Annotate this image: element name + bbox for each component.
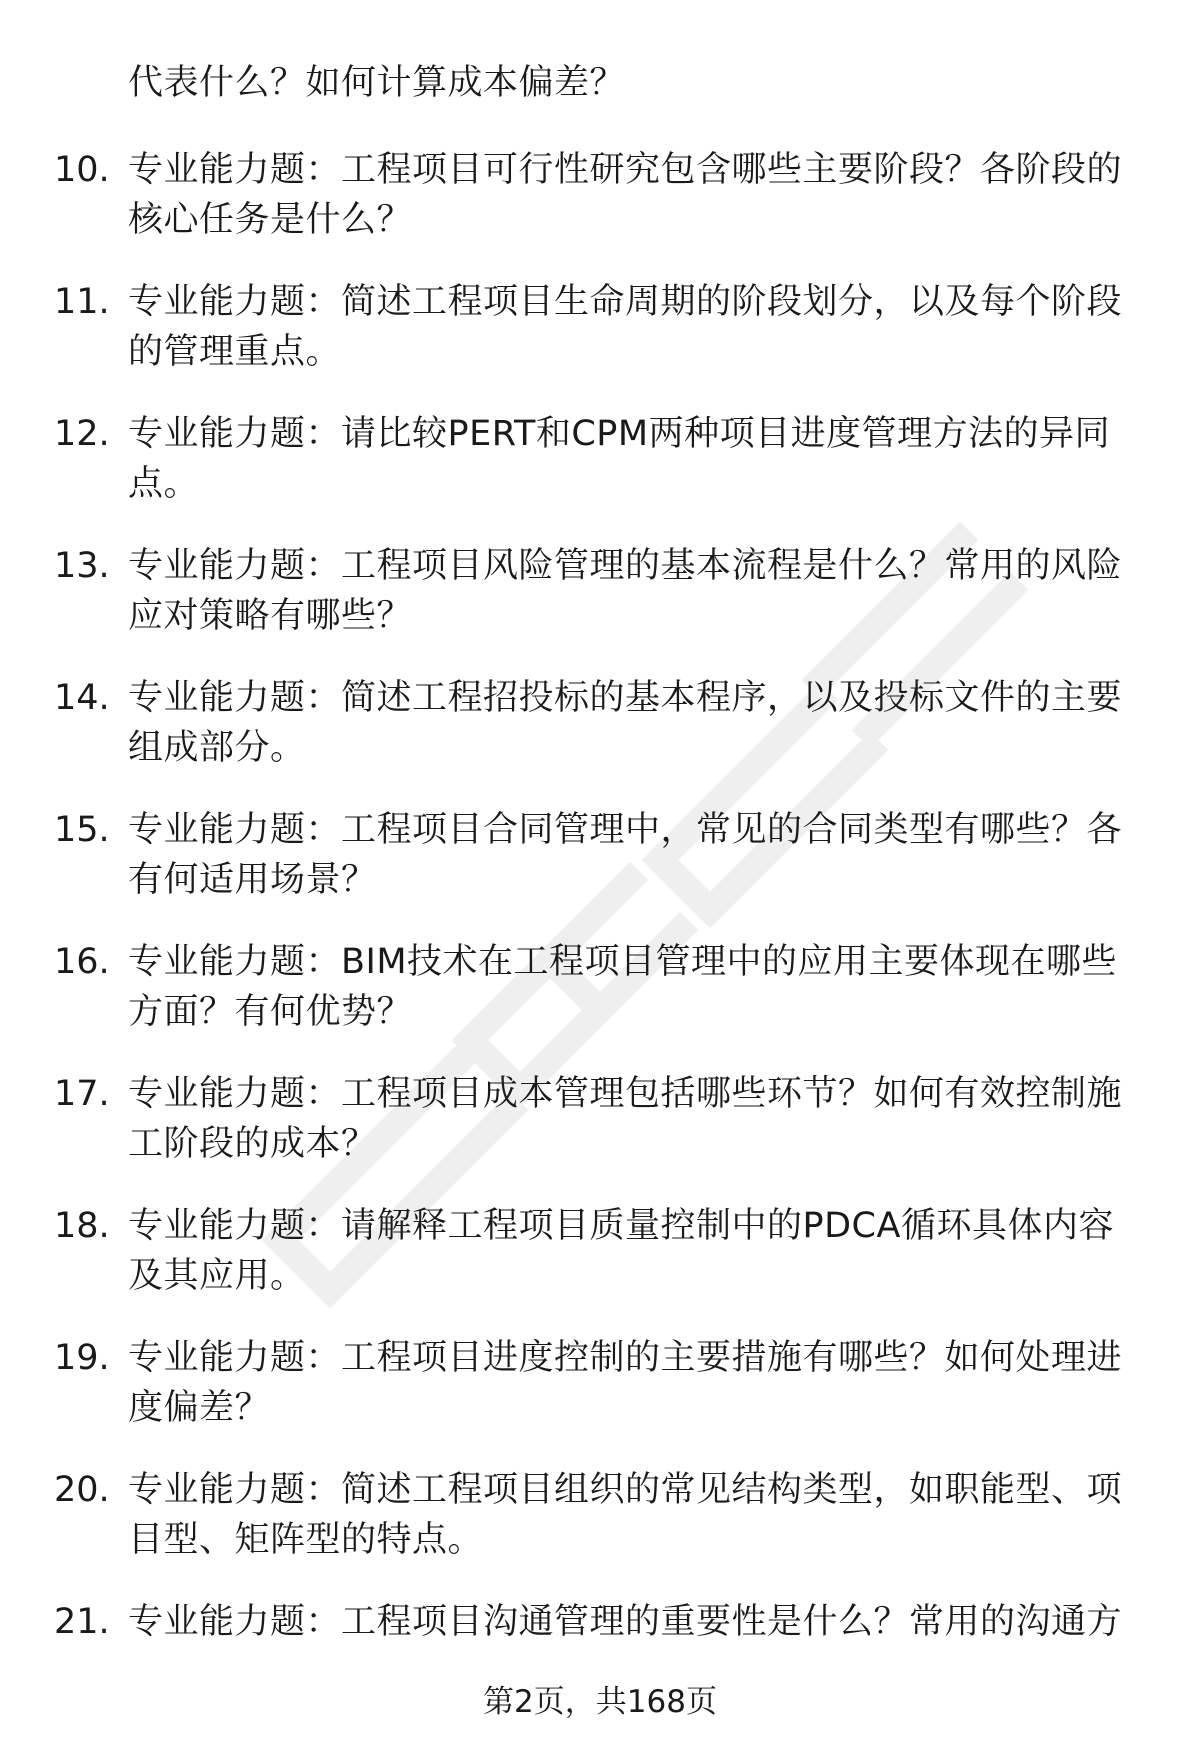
question-number: 17. [54, 1074, 110, 1114]
question-item [0, 673, 1200, 805]
question-item [0, 805, 1200, 937]
question-line: 专业能力题：工程项目沟通管理的重要性是什么？常用的沟通方 [128, 1602, 1123, 1642]
question-item [0, 145, 1200, 277]
question-number: 16. [54, 942, 110, 982]
question-line: 有何适用场景？ [128, 860, 377, 900]
question-item [0, 1333, 1200, 1465]
question-text [128, 541, 1148, 641]
question-line: 目型、矩阵型的特点。 [128, 1520, 484, 1560]
question-line: 专业能力题：简述工程项目生命周期的阶段划分，以及每个阶段 [128, 282, 1123, 322]
question-text [128, 277, 1148, 377]
question-text [128, 1201, 1148, 1301]
question-line: 及其应用。 [128, 1256, 306, 1296]
question-line: 专业能力题：工程项目进度控制的主要措施有哪些？如何处理进 [128, 1338, 1123, 1378]
question-text [128, 1465, 1148, 1565]
question-number: 18. [54, 1206, 110, 1246]
question-line: 专业能力题：工程项目合同管理中，常见的合同类型有哪些？各 [128, 810, 1123, 850]
question-text [128, 409, 1148, 509]
question-item [0, 937, 1200, 1069]
question-line: 专业能力题：工程项目风险管理的基本流程是什么？常用的风险 [128, 546, 1123, 586]
question-number: 19. [54, 1338, 110, 1378]
question-item [0, 541, 1200, 673]
question-item [0, 1069, 1200, 1201]
question-number: 13. [54, 546, 110, 586]
page-footer: 第2页，共168页 [483, 1684, 717, 1720]
question-item [0, 1465, 1200, 1597]
question-number: 11. [54, 282, 110, 322]
question-text [128, 145, 1148, 245]
question-item [0, 409, 1200, 541]
question-text [128, 805, 1148, 905]
question-line: 专业能力题：请比较PERT和CPM两种项目进度管理方法的异同 [128, 414, 1111, 454]
question-line: 的管理重点。 [128, 332, 342, 372]
question-number: 15. [54, 810, 110, 850]
question-item [0, 277, 1200, 409]
question-line: 专业能力题：BIM技术在工程项目管理中的应用主要体现在哪些 [128, 942, 1118, 982]
question-line: 核心任务是什么？ [128, 200, 413, 240]
question-line: 方面？有何优势？ [128, 992, 413, 1032]
continuation-line: 代表什么？如何计算成本偏差？ [128, 63, 626, 103]
question-line: 专业能力题：工程项目成本管理包括哪些环节？如何有效控制施 [128, 1074, 1123, 1114]
question-number: 21. [54, 1602, 110, 1642]
question-line: 组成部分。 [128, 728, 306, 768]
question-list [0, 145, 1200, 1729]
question-text [128, 673, 1148, 773]
question-number: 14. [54, 678, 110, 718]
question-line: 专业能力题：请解释工程项目质量控制中的PDCA循环具体内容 [128, 1206, 1114, 1246]
question-line: 应对策略有哪些？ [128, 596, 413, 636]
question-number: 12. [54, 414, 110, 454]
question-line: 工阶段的成本？ [128, 1124, 377, 1164]
question-line: 专业能力题：简述工程招投标的基本程序，以及投标文件的主要 [128, 678, 1123, 718]
question-text [128, 1597, 1148, 1647]
question-line: 度偏差？ [128, 1388, 271, 1428]
question-line: 专业能力题：简述工程项目组织的常见结构类型，如职能型、项 [128, 1470, 1123, 1510]
question-text [128, 937, 1148, 1037]
question-text [128, 1333, 1148, 1433]
question-text [128, 1069, 1148, 1169]
question-number: 10. [54, 150, 110, 190]
question-item [0, 1201, 1200, 1333]
question-line: 专业能力题：工程项目可行性研究包含哪些主要阶段？各阶段的 [128, 150, 1123, 190]
question-number: 20. [54, 1470, 110, 1510]
question-line: 点。 [128, 464, 200, 504]
